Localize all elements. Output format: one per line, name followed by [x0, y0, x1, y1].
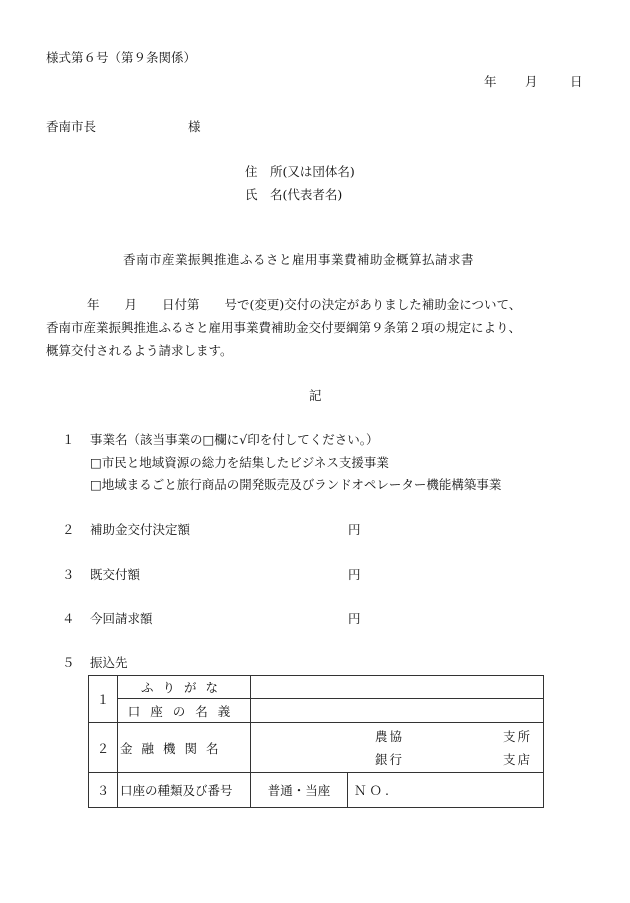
item-3-unit: 円	[348, 567, 361, 582]
item-3-label: 既交付額	[90, 567, 141, 582]
account-type-value[interactable]: 普通・当座	[251, 773, 348, 808]
account-name-value[interactable]	[251, 699, 544, 723]
bank-name-value[interactable]	[251, 723, 544, 773]
item-4-number: ４	[62, 611, 75, 626]
account-number-value[interactable]: ＮＯ.	[348, 773, 544, 808]
row-2-number: ２	[89, 723, 118, 773]
addressee-honorific: 様	[188, 119, 201, 134]
date-year: 年	[484, 74, 497, 89]
item-1-label: 事業名（該当事業の□欄に√印を付してください。）	[90, 432, 379, 447]
addressee-name: 香南市長	[46, 119, 97, 134]
furigana-value[interactable]	[251, 676, 544, 699]
bank-name-label: 金融機関名	[118, 723, 251, 773]
applicant-name-label: 氏 名(代表者名)	[245, 187, 343, 202]
bank-account-table	[88, 675, 544, 808]
date-day: 日	[570, 74, 583, 89]
item-4-unit: 円	[348, 611, 361, 626]
item-1-option-1[interactable]: □市民と地域資源の総力を結集したビジネス支援事業	[90, 455, 389, 470]
branch-shisho-label: 支所	[503, 729, 533, 744]
form-number: 様式第６号（第９条関係）	[46, 50, 197, 65]
furigana-label: ふりがな	[118, 676, 251, 699]
date-month: 月	[525, 74, 538, 89]
item-5-label: 振込先	[90, 655, 128, 670]
branch-shiten-label: 支店	[503, 752, 533, 767]
item-5-number: ５	[62, 655, 75, 670]
row-1-number: １	[89, 676, 118, 723]
item-2-label: 補助金交付決定額	[90, 522, 191, 537]
applicant-address-label: 住 所(又は団体名)	[245, 164, 355, 179]
item-2-number: ２	[62, 522, 75, 537]
document-title: 香南市産業振興推進ふるさと雇用事業費補助金概算払請求書	[123, 252, 475, 267]
account-type-label: 口座の種類及び番号	[118, 773, 251, 808]
account-name-label: 口座の名義	[118, 699, 251, 723]
body-line-3: 概算交付されるよう請求します。	[46, 343, 233, 358]
item-3-number: ３	[62, 567, 75, 582]
item-1-number: １	[62, 432, 75, 447]
bank-label: 銀行	[375, 752, 405, 767]
row-3-number: ３	[89, 773, 118, 808]
item-2-unit: 円	[348, 522, 361, 537]
item-1-option-2[interactable]: □地域まるごと旅行商品の開発販売及びランドオペレーター機能構築事業	[90, 477, 502, 492]
body-line-2: 香南市産業振興推進ふるさと雇用事業費補助金交付要綱第９条第２項の規定により、	[46, 320, 522, 335]
ki-heading: 記	[309, 388, 322, 403]
item-4-label: 今回請求額	[90, 611, 153, 626]
nokyo-label: 農協	[375, 729, 405, 744]
body-line-1: 年 月 日付第 号で(変更)交付の決定がありました補助金について、	[87, 297, 522, 312]
